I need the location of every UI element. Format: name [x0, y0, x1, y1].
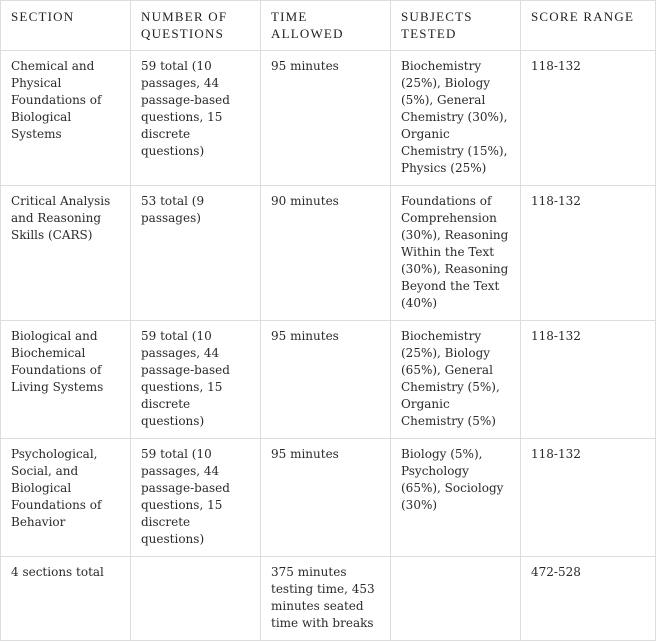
table-row	[1, 51, 656, 186]
table-row	[1, 186, 656, 321]
table-row	[1, 439, 656, 557]
cell-time: 375 minutes testing time, 453 minutes seated time with breaks	[261, 557, 391, 641]
cell-section: Biological and Biochemical Foundations of Living Systems	[1, 321, 131, 439]
cell-time: 90 minutes	[261, 186, 391, 321]
cell-subjects: Biochemistry (25%), Biology (5%), General Chemistry (30%), Organic Chemistry (15%), Physics (25%)	[391, 51, 521, 186]
cell-subjects: Foundations of Comprehension (30%), Reasoning Within the Text (30%), Reasoning Beyond the Text (40%)	[391, 186, 521, 321]
header-subjects-tested: SUBJECTS TESTED	[391, 1, 521, 51]
cell-questions: 59 total (10 passages, 44 passage-based questions, 15 discrete questions)	[131, 321, 261, 439]
cell-score: 118-132	[521, 439, 656, 557]
header-number-of-questions: NUMBER OF QUESTIONS	[131, 1, 261, 51]
cell-subjects: Biochemistry (25%), Biology (65%), General Chemistry (5%), Organic Chemistry (5%)	[391, 321, 521, 439]
cell-time: 95 minutes	[261, 321, 391, 439]
cell-time: 95 minutes	[261, 51, 391, 186]
cell-section: Psychological, Social, and Biological Foundations of Behavior	[1, 439, 131, 557]
header-score-range: SCORE RANGE	[521, 1, 656, 51]
cell-questions: 59 total (10 passages, 44 passage-based questions, 15 discrete questions)	[131, 439, 261, 557]
cell-score: 118-132	[521, 186, 656, 321]
cell-questions	[131, 557, 261, 641]
header-time-allowed: TIME ALLOWED	[261, 1, 391, 51]
cell-subjects	[391, 557, 521, 641]
cell-score: 472-528	[521, 557, 656, 641]
table-row	[1, 321, 656, 439]
cell-section: Critical Analysis and Reasoning Skills (CARS)	[1, 186, 131, 321]
cell-section: Chemical and Physical Foundations of Biological Systems	[1, 51, 131, 186]
header-section: SECTION	[1, 1, 131, 51]
cell-time: 95 minutes	[261, 439, 391, 557]
cell-subjects: Biology (5%), Psychology (65%), Sociology (30%)	[391, 439, 521, 557]
cell-score: 118-132	[521, 321, 656, 439]
cell-questions: 53 total (9 passages)	[131, 186, 261, 321]
table-row-total	[1, 557, 656, 641]
header-row	[1, 1, 656, 51]
cell-score: 118-132	[521, 51, 656, 186]
cell-questions: 59 total (10 passages, 44 passage-based questions, 15 discrete questions)	[131, 51, 261, 186]
cell-section: 4 sections total	[1, 557, 131, 641]
